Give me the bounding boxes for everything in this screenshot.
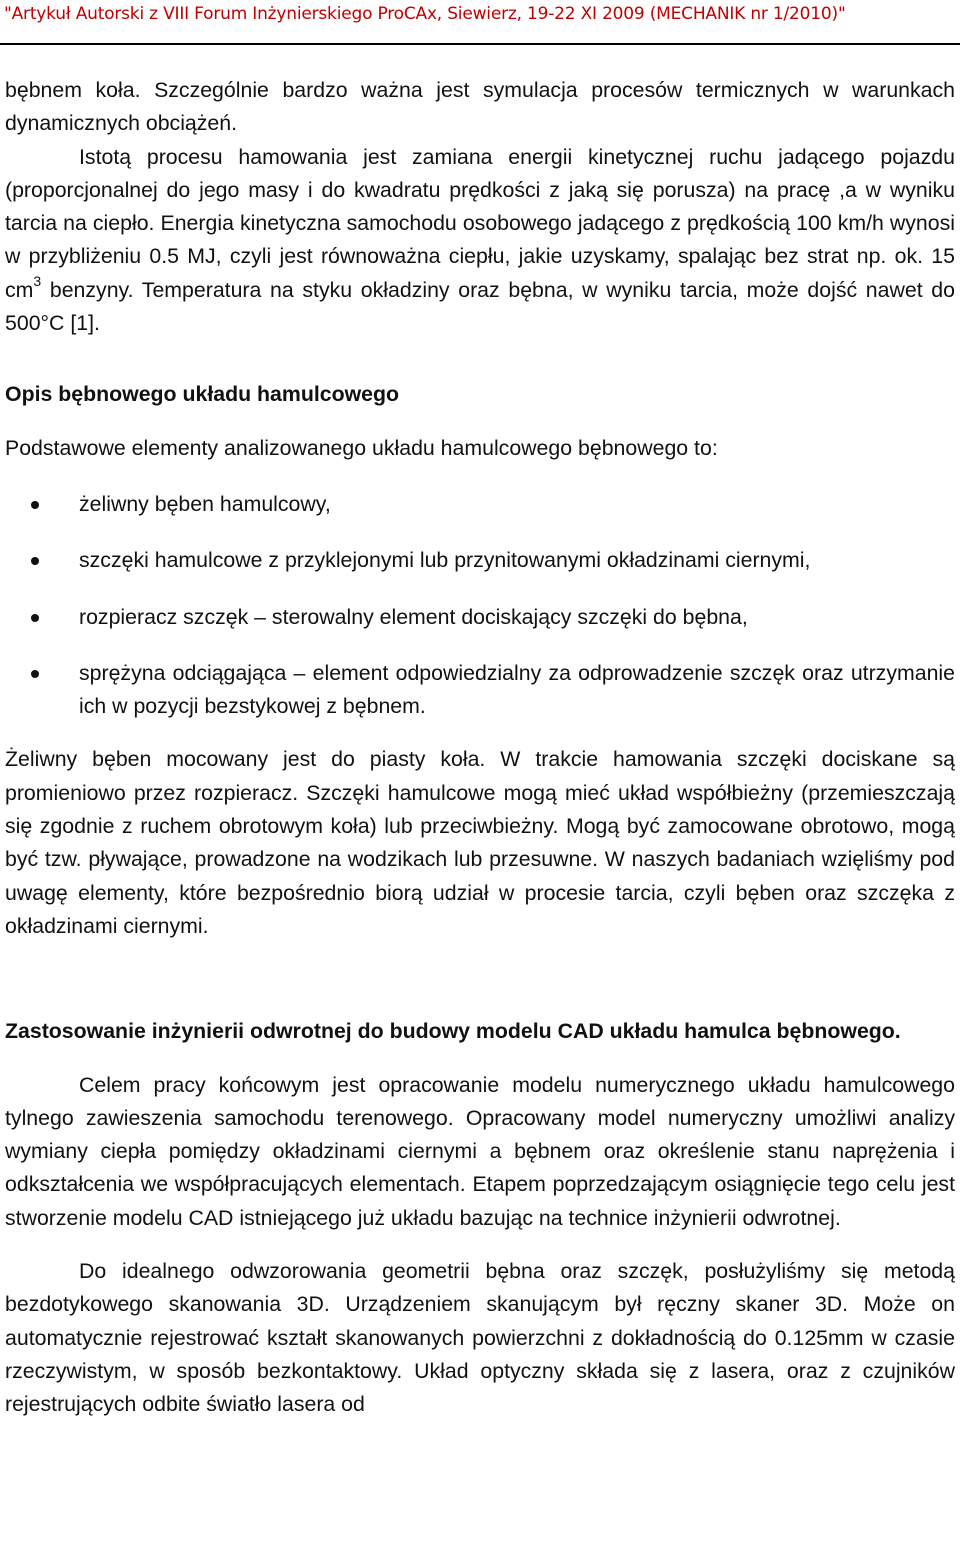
bullet-icon <box>31 670 39 678</box>
paragraph-2-text-b: benzyny. Temperatura na styku okładziny oraz bębna, w wyniku tarcia, może dojść nawet do 500°C [1]. <box>5 277 955 336</box>
header-citation: "Artykuł Autorski z VIII Forum Inżynierskiego ProCAx, Siewierz, 19-22 XI 2009 (MECHANIK nr 1/2010)" <box>4 4 846 24</box>
list-item <box>5 601 955 634</box>
paragraph-2-text-a: Istotą procesu hamowania jest zamiana energii kinetycznej ruchu jadącego pojazdu (proporcjonalnej do jego masy i do kwadratu prędkości z jaką się porusza) na pracę ,a w wyniku tarcia na ciepło. Energia kinetyczna samochodu osobowego jadącego z prędkością 100 km/h wynosi w przybliżeniu 0.5 MJ, czyli jest równoważna ciepłu, jakie uzyskamy, spalając bez strat np. ok. 15 cm <box>5 144 955 302</box>
document-body <box>5 74 955 1422</box>
section-heading-1: Opis bębnowego układu hamulcowego <box>5 382 400 407</box>
superscript-3: 3 <box>33 272 42 289</box>
paragraph-1: bębnem koła. Szczególnie bardzo ważna jest symulacja procesów termicznych w warunkach dynamicznych obciążeń. <box>5 78 955 136</box>
header-rule <box>0 43 960 45</box>
bullet-icon <box>31 557 39 565</box>
paragraph-intro: Podstawowe elementy analizowanego układu hamulcowego bębnowego to: <box>5 435 718 460</box>
list-item-text: sprężyna odciągająca – element odpowiedzialny za odprowadzenie szczęk oraz utrzymanie ich w pozycji bezstykowej z bębnem. <box>79 660 955 719</box>
list-item-text: rozpieracz szczęk – sterowalny element dociskający szczęki do bębna, <box>79 604 748 629</box>
bullet-list <box>5 488 955 723</box>
paragraph-5: Do idealnego odwzorowania geometrii bębna oraz szczęk, posłużyliśmy się metodą bezdotykowego skanowania 3D. Urządzeniem skanującym był ręczny skaner 3D. Może on automatycznie rejestrować kształt skanowanych powierzchni z dokładnością do 0.125mm w czasie rzeczywistym, w sposób bezkontaktowy. Układ optyczny składa się z lasera, oraz z czujników rejestrujących odbite światło lasera od <box>5 1259 955 1417</box>
bullet-icon <box>31 614 39 622</box>
paragraph-3: Żeliwny bęben mocowany jest do piasty koła. W trakcie hamowania szczęki dociskane są promieniowo przez rozpieracz. Szczęki hamulcowe mogą mieć układ współbieżny (przemieszczają się zgodnie z ruchem obrotowym koła) lub przeciwbieżny. Mogą być zamocowane obrotowo, mogą być tzw. pływające, prowadzone na wodzikach lub przesuwne. W naszych badaniach wzięliśmy pod uwagę elementy, które bezpośrednio biorą udział w procesie tarcia, czyli bęben oraz szczęka z okładzinami ciernymi. <box>5 747 955 938</box>
list-item-text: szczęki hamulcowe z przyklejonymi lub przynitowanymi okładzinami ciernymi, <box>79 548 811 573</box>
paragraph-2 <box>5 141 955 341</box>
list-item-text: żeliwny bęben hamulcowy, <box>79 491 331 516</box>
paragraph-4: Celem pracy końcowym jest opracowanie modelu numerycznego układu hamulcowego tylnego zawieszenia samochodu terenowego. Opracowany model numeryczny umożliwi analizy wymiany ciepła pomiędzy okładzinami ciernymi a bębnem oraz określenie stanu naprężenia i odkształcenia we współpracujących elementach. Etapem poprzedzającym osiągnięcie tego celu jest stworzenie modelu CAD istniejącego już układu bazując na technice inżynierii odwrotnej. <box>5 1072 955 1230</box>
section-heading-2: Zastosowanie inżynierii odwrotnej do budowy modelu CAD układu hamulca bębnowego. <box>5 1019 901 1044</box>
list-item <box>5 544 955 577</box>
list-item <box>5 488 955 521</box>
list-item <box>5 657 955 724</box>
bullet-icon <box>31 501 39 509</box>
